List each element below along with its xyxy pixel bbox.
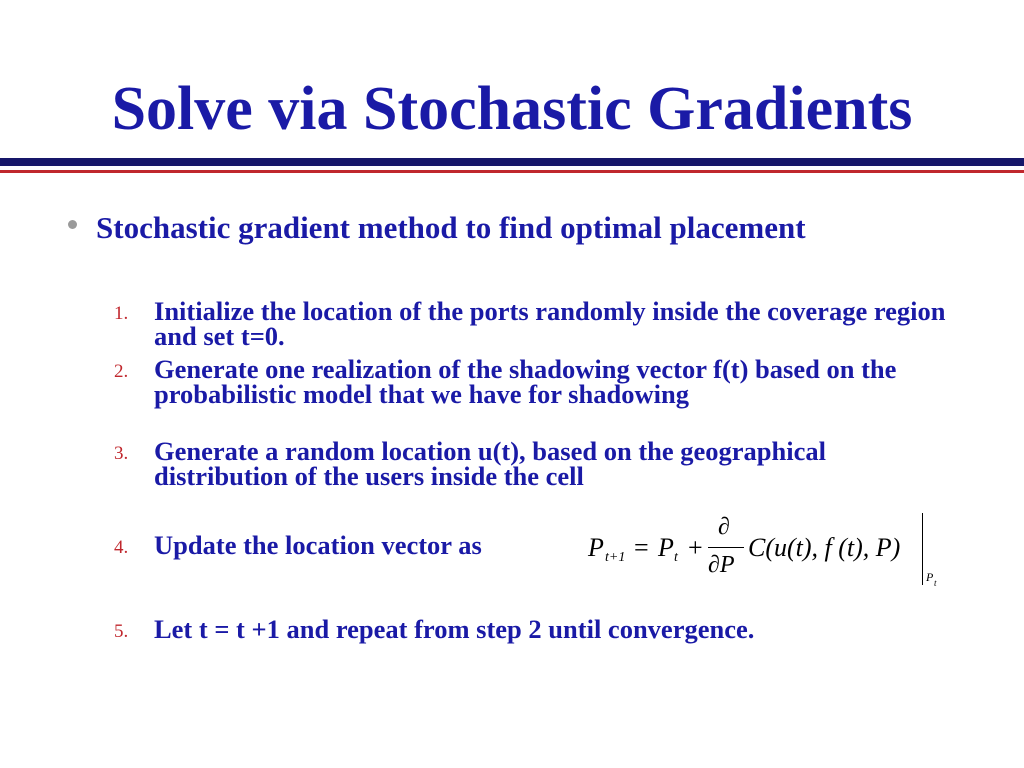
step-number: 1. xyxy=(114,303,129,324)
step-number: 3. xyxy=(114,443,129,464)
formula-sub-t: t xyxy=(674,550,678,565)
formula-rhs: C(u(t), f (t), P) xyxy=(748,533,901,562)
fraction-bar xyxy=(708,547,744,548)
formula-P: P xyxy=(658,533,674,562)
slide-title: Solve via Stochastic Gradients xyxy=(111,75,913,143)
formula-dP: ∂P xyxy=(708,552,735,578)
bullet-dot-icon xyxy=(68,220,77,229)
step-text: Initialize the location of the ports randomly inside the coverage region and set t=0. xyxy=(154,296,946,351)
step-text: Let t = t +1 and repeat from step 2 until convergence. xyxy=(154,614,755,644)
formula-eval-P: P xyxy=(926,570,934,584)
step-text: Generate a random location u(t), based on the geographical distribution of the users inside the cell xyxy=(154,436,827,491)
formula-eval-t: t xyxy=(934,578,937,588)
formula-partial: ∂ xyxy=(718,514,730,540)
formula-P: P xyxy=(588,533,604,562)
step-text: Generate one realization of the shadowing vector f(t) based on the probabilistic model that we have for shadowing xyxy=(154,354,897,409)
step-number: 4. xyxy=(114,537,129,558)
step-number: 2. xyxy=(114,361,129,382)
step-text: Update the location vector as xyxy=(154,530,482,560)
formula-sub-t1: t+1 xyxy=(605,550,626,565)
update-formula xyxy=(588,513,948,599)
title-rule-red xyxy=(0,170,1024,173)
step-number: 5. xyxy=(114,621,129,642)
bullet-text: Stochastic gradient method to find optimal placement xyxy=(96,210,806,245)
title-rule-navy xyxy=(0,158,1024,166)
evaluation-bar xyxy=(922,513,923,585)
formula-plus: + xyxy=(688,533,703,562)
formula-equals: = xyxy=(634,533,649,562)
